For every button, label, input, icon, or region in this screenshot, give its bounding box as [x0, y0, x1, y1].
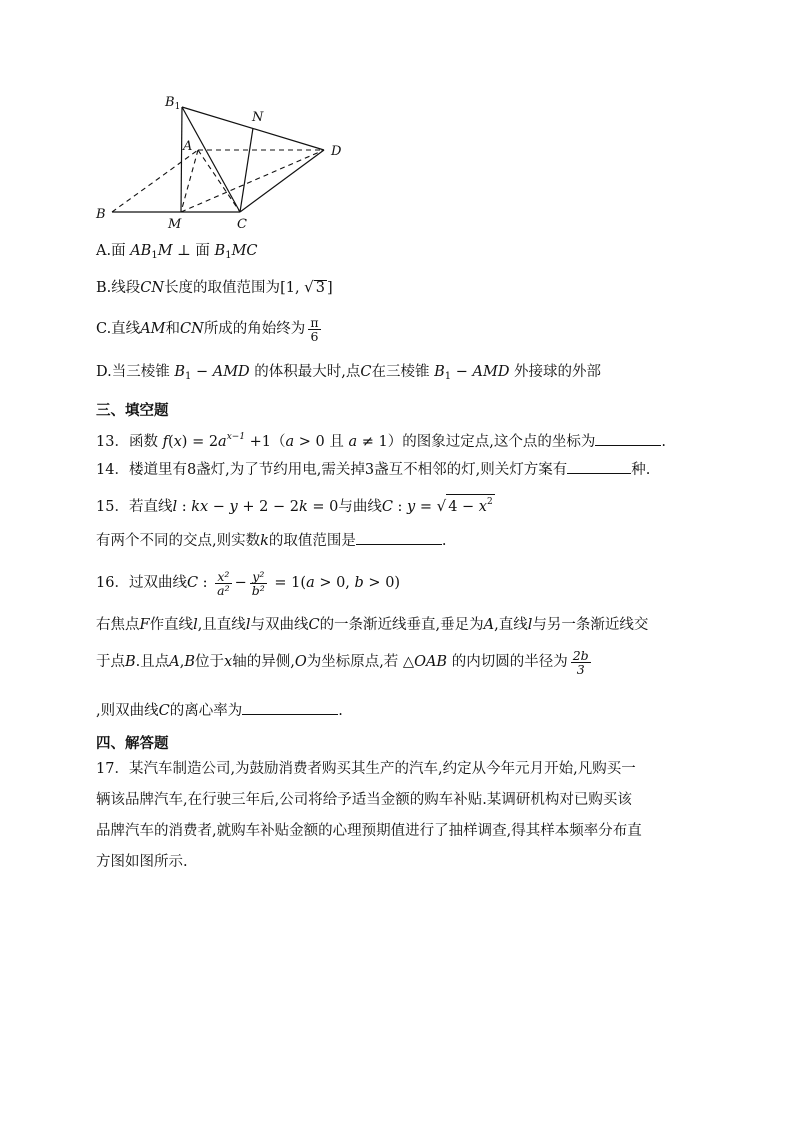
text: 若直线: [128, 499, 173, 515]
fraction-denominator: 3: [576, 661, 585, 677]
math: C: [186, 575, 199, 591]
option-c: [96, 314, 698, 344]
math: C: [381, 499, 393, 515]
question-number: 14．: [96, 462, 129, 478]
math: M: [157, 243, 173, 259]
question-17-line-1: 17．某汽车制造公司,为鼓励消费者购买其生产的汽车,约定从今年元月开始,凡购买一: [96, 761, 636, 777]
math: l: [193, 617, 198, 633]
subscript: 1: [184, 371, 192, 382]
superscript: 2: [486, 497, 493, 507]
edge-c-d: [240, 150, 324, 212]
text: = 0与曲线: [307, 499, 382, 515]
text: (: [167, 434, 174, 450]
fraction-2b-3: [571, 649, 591, 676]
text: ,则双曲线: [96, 703, 159, 719]
question-15-line-2: [96, 530, 698, 552]
text: 与另一条渐近线交: [532, 617, 649, 633]
option-c-suffix: 所成的角始终为: [203, 321, 306, 337]
text: 外接球的外部: [509, 364, 602, 380]
text: +1（: [245, 434, 286, 450]
sqrt-sign: √: [436, 497, 447, 515]
text: 作直线: [149, 617, 194, 633]
label-d: D: [331, 144, 342, 159]
text: ) = 2: [181, 434, 219, 450]
text: −: [208, 499, 230, 515]
edge-n-c: [240, 128, 253, 212]
answer-blank[interactable]: [567, 459, 631, 474]
question-number: 15．: [96, 499, 129, 515]
label-n: N: [252, 110, 264, 125]
question-number: 16．: [96, 575, 129, 591]
text: =: [415, 499, 437, 515]
math: kx: [191, 499, 209, 515]
text: ,直线: [494, 617, 528, 633]
text: 的内切圆的半径为: [447, 654, 568, 670]
math: l: [527, 617, 533, 633]
question-16: [96, 567, 698, 599]
fraction-numerator: x²: [215, 570, 231, 584]
text: 为坐标原点,若 △: [306, 654, 415, 670]
subscript: 1: [151, 250, 158, 261]
math: B: [434, 364, 445, 380]
question-16-line-3: [96, 646, 698, 678]
text: 4 −: [448, 499, 479, 515]
text: 和: [165, 321, 181, 337]
text: 的离心率为: [169, 703, 243, 719]
text: + 2 − 2: [237, 499, 299, 515]
pyramid-diagram: [88, 88, 358, 238]
sqrt-expression: [446, 494, 495, 515]
math: AM: [140, 321, 166, 337]
math: CN: [180, 321, 204, 337]
text: 函数: [128, 434, 163, 450]
fraction-y2-b2: [250, 570, 267, 597]
question-17-line-2: 辆该品牌汽车,在行驶三年后,公司将给予适当金额的购车补贴.某调研机构对已购买该: [96, 792, 632, 808]
math: O: [294, 654, 307, 670]
text: 有两个不同的交点,则实数: [96, 533, 261, 549]
math: B: [214, 243, 226, 259]
text: .且点: [135, 654, 170, 670]
option-c-prefix: C.直线: [96, 321, 141, 337]
text: ≠ 1）的图象过定点,这个点的坐标为: [357, 434, 596, 450]
text: > 0): [363, 575, 401, 591]
text: 种.: [631, 462, 651, 478]
question-16-line-4: [96, 700, 698, 722]
subscript: 1: [225, 250, 232, 261]
fraction-numerator: y²: [250, 570, 267, 584]
math: f: [162, 434, 168, 450]
text: ,且直线: [197, 617, 246, 633]
text: 轴的异侧,: [232, 654, 295, 670]
question-15: [96, 494, 698, 518]
math: x: [224, 654, 233, 670]
math: MC: [231, 243, 258, 259]
option-d: [96, 361, 698, 388]
option-a-mid: ⊥ 面: [172, 243, 215, 259]
fraction-denominator: 6: [310, 328, 319, 344]
text: 于点: [96, 654, 125, 670]
pyramid-figure: [88, 88, 358, 238]
math: b: [354, 575, 364, 591]
question-number: 13．: [96, 434, 129, 450]
text: 过双曲线: [128, 575, 187, 591]
option-a: [96, 240, 698, 267]
option-b: [96, 276, 698, 299]
option-b-prefix: B.线段: [96, 280, 141, 296]
subscript: 1: [444, 371, 452, 382]
math: − AMD: [451, 364, 510, 380]
math: B: [125, 654, 136, 670]
range-close: ]: [326, 280, 333, 296]
fraction-denominator: a²: [217, 582, 230, 598]
label-b: B: [96, 207, 106, 222]
math: k: [260, 533, 269, 549]
math: l: [172, 499, 178, 515]
text: 的取值范围是: [268, 533, 356, 549]
text: > 0,: [314, 575, 355, 591]
label-b1: $B_1$: [165, 95, 181, 112]
answer-blank[interactable]: [356, 530, 442, 545]
text: .: [441, 533, 447, 549]
label-c: C: [237, 217, 247, 232]
sqrt-sign: √: [304, 278, 314, 296]
text: 与双曲线: [250, 617, 309, 633]
question-16-line-2: [96, 614, 698, 636]
fraction-x2-a2: [215, 570, 231, 597]
math: AB: [130, 243, 152, 259]
edge-a-c: [198, 150, 240, 212]
text: .: [661, 434, 666, 450]
text: −: [234, 575, 247, 591]
text: 的体积最大时,点: [249, 364, 361, 380]
answer-blank[interactable]: [595, 431, 661, 446]
option-b-mid: 长度的取值范围为: [164, 280, 281, 296]
text: :: [177, 499, 192, 515]
math: OAB: [414, 654, 448, 670]
math: a: [348, 434, 358, 450]
math: a: [285, 434, 295, 450]
edge-a-m: [181, 150, 198, 212]
math: C: [158, 703, 170, 719]
option-d-prefix: D.当三棱锥: [96, 364, 175, 380]
math: − AMD: [191, 364, 250, 380]
superscript: x−1: [226, 432, 246, 442]
text: = 1(: [269, 575, 307, 591]
text: :: [198, 575, 213, 591]
math: a: [306, 575, 315, 591]
math: k: [298, 499, 308, 515]
fraction-pi-6: [308, 316, 320, 343]
fraction-numerator: 2b: [572, 647, 589, 663]
text: 右焦点: [96, 617, 140, 633]
text: :: [392, 499, 408, 515]
math: a: [218, 434, 227, 450]
question-13: [96, 426, 698, 453]
math: CN: [140, 280, 165, 296]
math: F: [139, 617, 150, 633]
math: C: [308, 617, 320, 633]
question-17-line-4: 方图如图所示.: [96, 854, 188, 870]
text: 位于: [195, 654, 225, 670]
question-14-text: 楼道里有8盏灯,为了节约用电,需关掉3盏互不相邻的灯,则关灯方案有: [128, 462, 568, 478]
label-a: A: [183, 139, 193, 154]
math: l: [245, 617, 251, 633]
option-a-prefix: A.面: [96, 243, 131, 259]
math: y: [229, 499, 238, 515]
range-open: [1,: [280, 280, 305, 296]
label-m: M: [168, 217, 182, 232]
sqrt-value: 3: [315, 280, 325, 296]
text: ,: [179, 654, 185, 670]
text: 的一条渐近线垂直,垂足为: [319, 617, 484, 633]
math: x: [173, 434, 182, 450]
math: A: [169, 654, 180, 670]
math: A: [483, 617, 495, 633]
question-17-line-3: 品牌汽车的消费者,就购车补贴金额的心理预期值进行了抽样调查,得其样本频率分布直: [96, 823, 642, 839]
question-14: [96, 459, 698, 481]
math: C: [360, 364, 372, 380]
fraction-denominator: b²: [251, 582, 265, 598]
answer-blank[interactable]: [242, 700, 338, 715]
math: x: [478, 499, 487, 515]
text: .: [338, 703, 343, 719]
section-title-fill-blank: 三、填空题: [96, 403, 169, 419]
text: > 0 且: [294, 434, 349, 450]
edge-b-a: [112, 150, 198, 212]
edge-b1-m: [181, 107, 182, 212]
text: 在三棱锥: [371, 364, 435, 380]
math: B: [184, 654, 196, 670]
math: y: [407, 499, 416, 515]
section-title-solution: 四、解答题: [96, 736, 169, 752]
fraction-numerator: π: [310, 314, 319, 330]
math: B: [174, 364, 185, 380]
edge-b1-c: [182, 107, 240, 212]
